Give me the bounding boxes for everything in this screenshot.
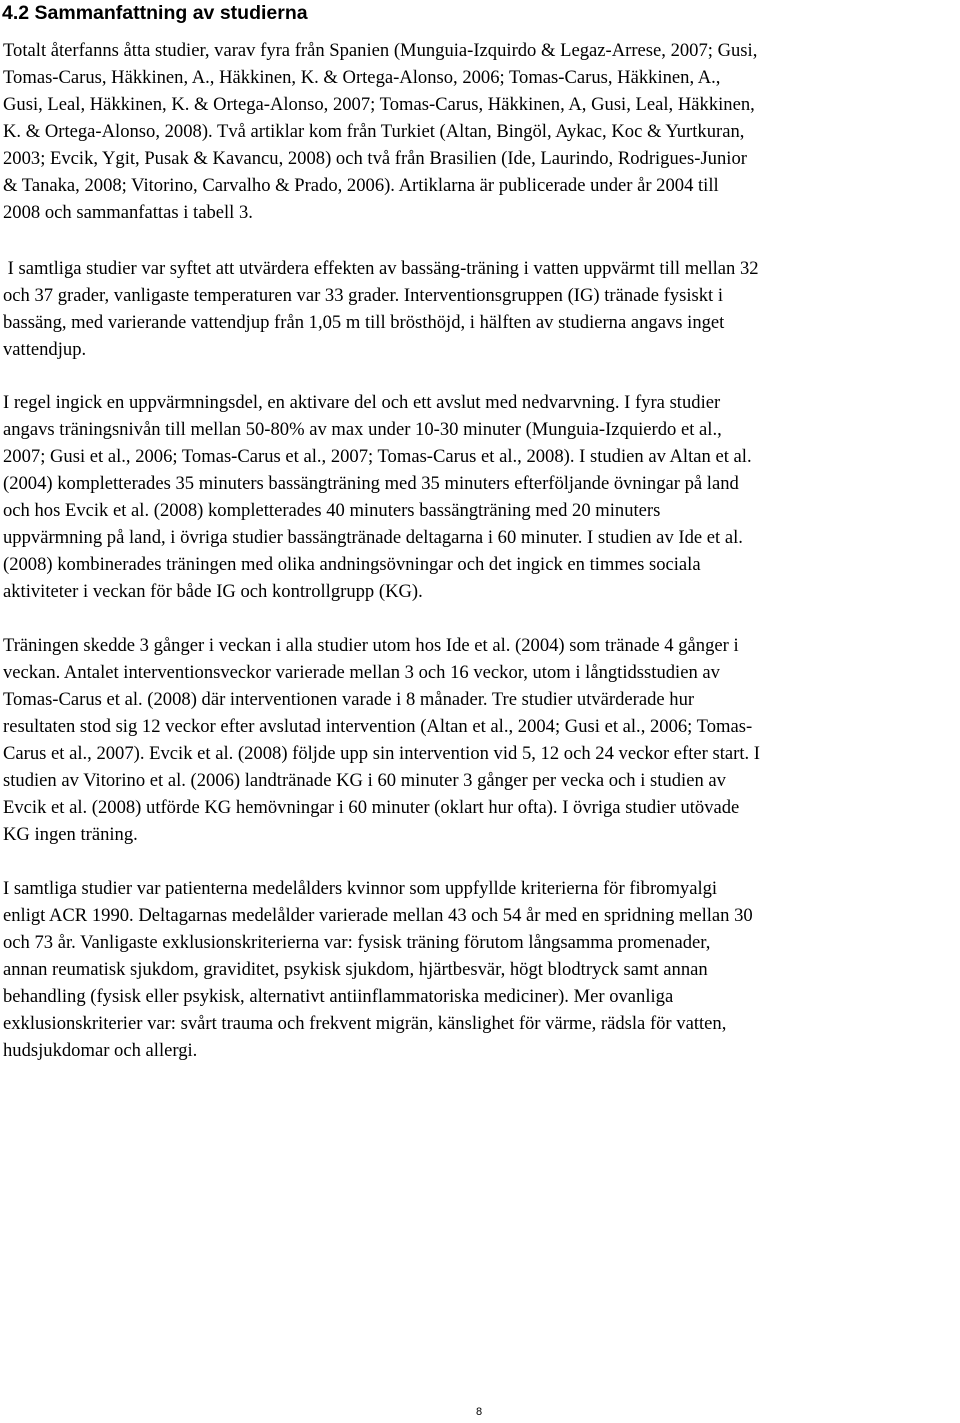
section-heading: 4.2 Sammanfattning av studierna: [2, 2, 308, 24]
paragraph-training-frequency: [3, 632, 957, 848]
text-line: Carus et al., 2007). Evcik et al. (2008) följde upp sin intervention vid 5, 12 och 24 veckor efter start. I: [3, 743, 760, 764]
page-number: 8: [476, 1406, 483, 1418]
text-line: och hos Evcik et al. (2008) kompletterades 40 minuters bassängträning med 20 minuters: [3, 500, 661, 521]
text-line: I samtliga studier var patienterna medelålders kvinnor som uppfyllde kriterierna för fibromyalgi: [3, 878, 718, 899]
paragraph-training-content: [3, 389, 957, 605]
text-line: 2007; Gusi et al., 2006; Tomas-Carus et al., 2007; Tomas-Carus et al., 2008). I studien av Altan et al.: [3, 446, 752, 467]
text-line: 2008 och sammanfattas i tabell 3.: [3, 202, 253, 223]
text-line: I regel ingick en uppvärmningsdel, en aktivare del och ett avslut med nedvarvning. I fyra studier: [3, 392, 721, 413]
text-line: (2004) kompletterades 35 minuters bassängträning med 35 minuters efterföljande övningar på land: [3, 473, 739, 494]
text-line: bassäng, med varierande vattendjup från 1,05 m till brösthöjd, i hälften av studierna angavs inget: [3, 312, 725, 333]
text-line: Tomas-Carus et al. (2008) där interventionen varade i 8 månader. Tre studier utvärderade hur: [3, 689, 695, 710]
text-line: 2003; Evcik, Ygit, Pusak & Kavancu, 2008) och två från Brasilien (Ide, Laurindo, Rodrigues-Junior: [3, 148, 747, 169]
text-line: uppvärmning på land, i övriga studier bassängtränade deltagarna i 60 minuter. I studien av Ide et al.: [3, 527, 743, 548]
text-line: resultaten stod sig 12 veckor efter avslutad intervention (Altan et al., 2004; Gusi et al., 2006; Tomas-: [3, 716, 753, 737]
text-line: annan reumatisk sjukdom, graviditet, psykisk sjukdom, hjärtbesvär, högt blodtryck samt annan: [3, 959, 708, 980]
text-line: vattendjup.: [3, 339, 87, 360]
text-line: och 37 grader, vanligaste temperaturen var 33 grader. Interventionsgruppen (IG) tränade fysiskt i: [3, 285, 724, 306]
text-line: behandling (fysisk eller psykisk, alternativt antiinflammatoriska mediciner). Mer ovanliga: [3, 986, 674, 1007]
paragraph-study-purpose: [3, 255, 957, 363]
text-line: Totalt återfanns åtta studier, varav fyra från Spanien (Munguia-Izquirdo & Legaz-Arrese, 2007; Gusi,: [3, 40, 758, 61]
text-line: veckan. Antalet interventionsveckor varierade mellan 3 och 16 veckor, utom i långtidsstudien av: [3, 662, 720, 683]
text-line: angavs träningsnivån till mellan 50-80% av max under 10-30 minuter (Munguia-Izquierdo et al.,: [3, 419, 722, 440]
text-line: exklusionskriterier var: svårt trauma och frekvent migrän, känslighet för värme, rädsla för vatten,: [3, 1013, 727, 1034]
text-line: aktiviteter i veckan för både IG och kontrollgrupp (KG).: [3, 581, 423, 602]
text-line: K. & Ortega-Alonso, 2008). Två artiklar kom från Turkiet (Altan, Bingöl, Aykac, Koc & Yurtkuran,: [3, 121, 745, 142]
text-line: Gusi, Leal, Häkkinen, K. & Ortega-Alonso, 2007; Tomas-Carus, Häkkinen, A, Gusi, Leal, Häkkinen,: [3, 94, 755, 115]
text-line: enligt ACR 1990. Deltagarnas medelålder varierade mellan 43 och 54 år med en spridning mellan 30: [3, 905, 753, 926]
text-line: & Tanaka, 2008; Vitorino, Carvalho & Prado, 2006). Artiklarna är publicerade under år 2004 till: [3, 175, 719, 196]
text-line: Träningen skedde 3 gånger i veckan i alla studier utom hos Ide et al. (2004) som tränade 4 gånger i: [3, 635, 739, 656]
paragraph-participants: [3, 875, 957, 1064]
text-line: KG ingen träning.: [3, 824, 138, 845]
text-line: Evcik et al. (2008) utförde KG hemövningar i 60 minuter (oklart hur ofta). I övriga studier utövade: [3, 797, 740, 818]
paragraph-studies-origin: [3, 37, 957, 226]
text-line: (2008) kombinerades träningen med olika andningsövningar och det ingick en timmes sociala: [3, 554, 701, 575]
text-line: hudsjukdomar och allergi.: [3, 1040, 198, 1061]
text-line: I samtliga studier var syftet att utvärdera effekten av bassäng-träning i vatten uppvärmt till mellan 32: [3, 258, 759, 279]
text-line: och 73 år. Vanligaste exklusionskriterierna var: fysisk träning förutom långsamma promenader,: [3, 932, 711, 953]
text-line: Tomas-Carus, Häkkinen, A., Häkkinen, K. & Ortega-Alonso, 2006; Tomas-Carus, Häkkinen, A.,: [3, 67, 721, 88]
text-line: studien av Vitorino et al. (2006) landtränade KG i 60 minuter 3 gånger per vecka och i studien av: [3, 770, 726, 791]
